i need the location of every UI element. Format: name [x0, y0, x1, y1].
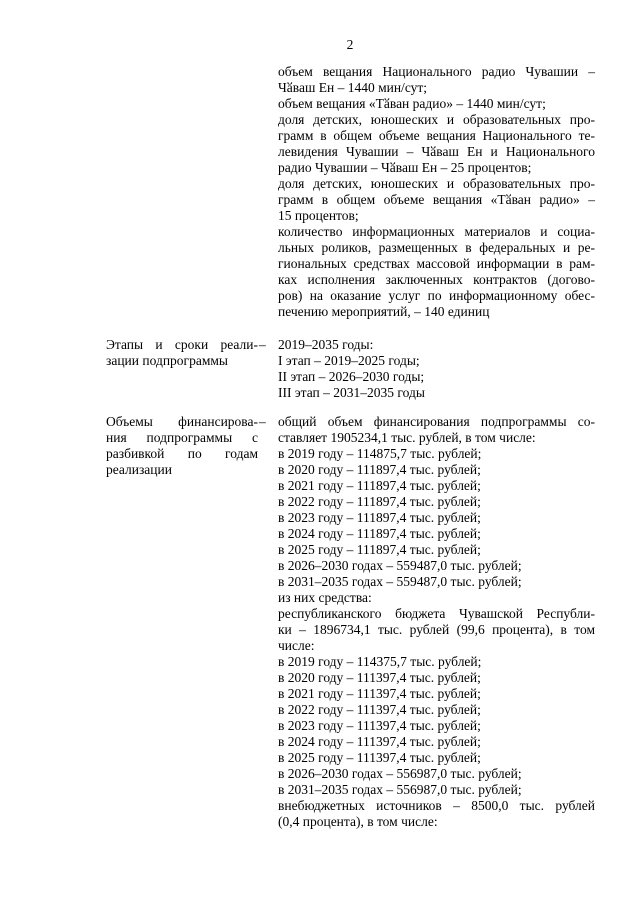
text-line: III этап – 2031–2035 годы	[278, 385, 425, 400]
text-line: доля детских, юношеских и образовательных про-	[278, 176, 595, 191]
text-line: Чӑваш Ен – 1440 мин/сут;	[278, 80, 428, 95]
top-block-text	[278, 64, 595, 320]
text-line: разбивкой по годам	[106, 446, 258, 461]
text-line: республиканского бюджета Чувашской Республи-	[278, 606, 595, 621]
text-line: реализации	[106, 462, 172, 477]
text-line: в 2020 году – 111397,4 тыс. рублей;	[278, 670, 481, 685]
text-line: объем вещания «Тӑван радио» – 1440 мин/сут;	[278, 96, 546, 111]
text-line: в 2020 году – 111897,4 тыс. рублей;	[278, 462, 481, 477]
text-line: в 2025 году – 111397,4 тыс. рублей;	[278, 750, 481, 765]
stages-dash: –	[259, 337, 266, 352]
text-line: общий объем финансирования подпрограммы со-	[278, 414, 595, 429]
text-line: радио Чувашии – Чӑваш Ен – 25 процентов;	[278, 160, 532, 175]
text-line: I этап – 2019–2025 годы;	[278, 353, 420, 368]
text-line: в 2024 году – 111897,4 тыс. рублей;	[278, 526, 481, 541]
text-line: числе:	[278, 638, 315, 653]
text-line: ров) на оказание услуг по информационному обес-	[278, 288, 595, 303]
text-line: ния подпрограммы с	[106, 430, 258, 445]
text-line: 15 процентов;	[278, 208, 359, 223]
stages-label	[106, 337, 258, 369]
text-line: грамм в общем объеме вещания «Тӑван радио» –	[278, 192, 595, 207]
funding-dash: –	[259, 414, 266, 429]
text-line: в 2019 году – 114375,7 тыс. рублей;	[278, 654, 482, 669]
text-line: в 2026–2030 годах – 556987,0 тыс. рублей;	[278, 766, 522, 781]
text-line: Этапы и сроки реали-	[106, 337, 258, 352]
text-line: 2019–2035 годы:	[278, 337, 374, 352]
funding-text	[278, 414, 595, 830]
text-line: доля детских, юношеских и образовательных про-	[278, 112, 595, 127]
text-line: (0,4 процента), в том числе:	[278, 814, 438, 829]
text-line: в 2025 году – 111897,4 тыс. рублей;	[278, 542, 481, 557]
text-line: в 2023 году – 111897,4 тыс. рублей;	[278, 510, 481, 525]
text-line: II этап – 2026–2030 годы;	[278, 369, 425, 384]
text-line: объем вещания Национального радио Чувашии –	[278, 64, 595, 79]
text-line: в 2021 году – 111397,4 тыс. рублей;	[278, 686, 481, 701]
text-line: ках исполнения заключенных контрактов (догово-	[278, 272, 595, 287]
text-line: в 2022 году – 111397,4 тыс. рублей;	[278, 702, 481, 717]
text-line: ки – 1896734,1 тыс. рублей (99,6 процента), в том	[278, 622, 595, 637]
text-line: количество информационных материалов и социа-	[278, 224, 595, 239]
text-line: в 2031–2035 годах – 556987,0 тыс. рублей;	[278, 782, 522, 797]
text-line: в 2019 году – 114875,7 тыс. рублей;	[278, 446, 482, 461]
funding-label	[106, 414, 258, 478]
text-line: печению мероприятий, – 140 единиц	[278, 304, 490, 319]
text-line: льных роликов, размещенных в федеральных и ре-	[278, 240, 595, 255]
text-line: зации подпрограммы	[106, 353, 228, 368]
text-line: в 2023 году – 111397,4 тыс. рублей;	[278, 718, 481, 733]
text-line: левидения Чувашии – Чӑваш Ен и Национального	[278, 144, 595, 159]
text-line: ставляет 1905234,1 тыс. рублей, в том числе:	[278, 430, 536, 445]
text-line: из них средства:	[278, 590, 372, 605]
text-line: внебюджетных источников – 8500,0 тыс. рублей	[278, 798, 595, 813]
text-line: в 2021 году – 111897,4 тыс. рублей;	[278, 478, 481, 493]
text-line: гиональных средствах массовой информации в рам-	[278, 256, 595, 271]
page-number: 2	[346, 37, 354, 52]
text-line: в 2031–2035 годах – 559487,0 тыс. рублей;	[278, 574, 522, 589]
text-line: в 2026–2030 годах – 559487,0 тыс. рублей;	[278, 558, 522, 573]
text-line: в 2024 году – 111397,4 тыс. рублей;	[278, 734, 481, 749]
text-line: грамм в общем объеме вещания Национального те-	[278, 128, 595, 143]
text-line: Объемы финансирова-	[106, 414, 258, 429]
stages-text	[278, 337, 595, 401]
text-line: в 2022 году – 111897,4 тыс. рублей;	[278, 494, 481, 509]
